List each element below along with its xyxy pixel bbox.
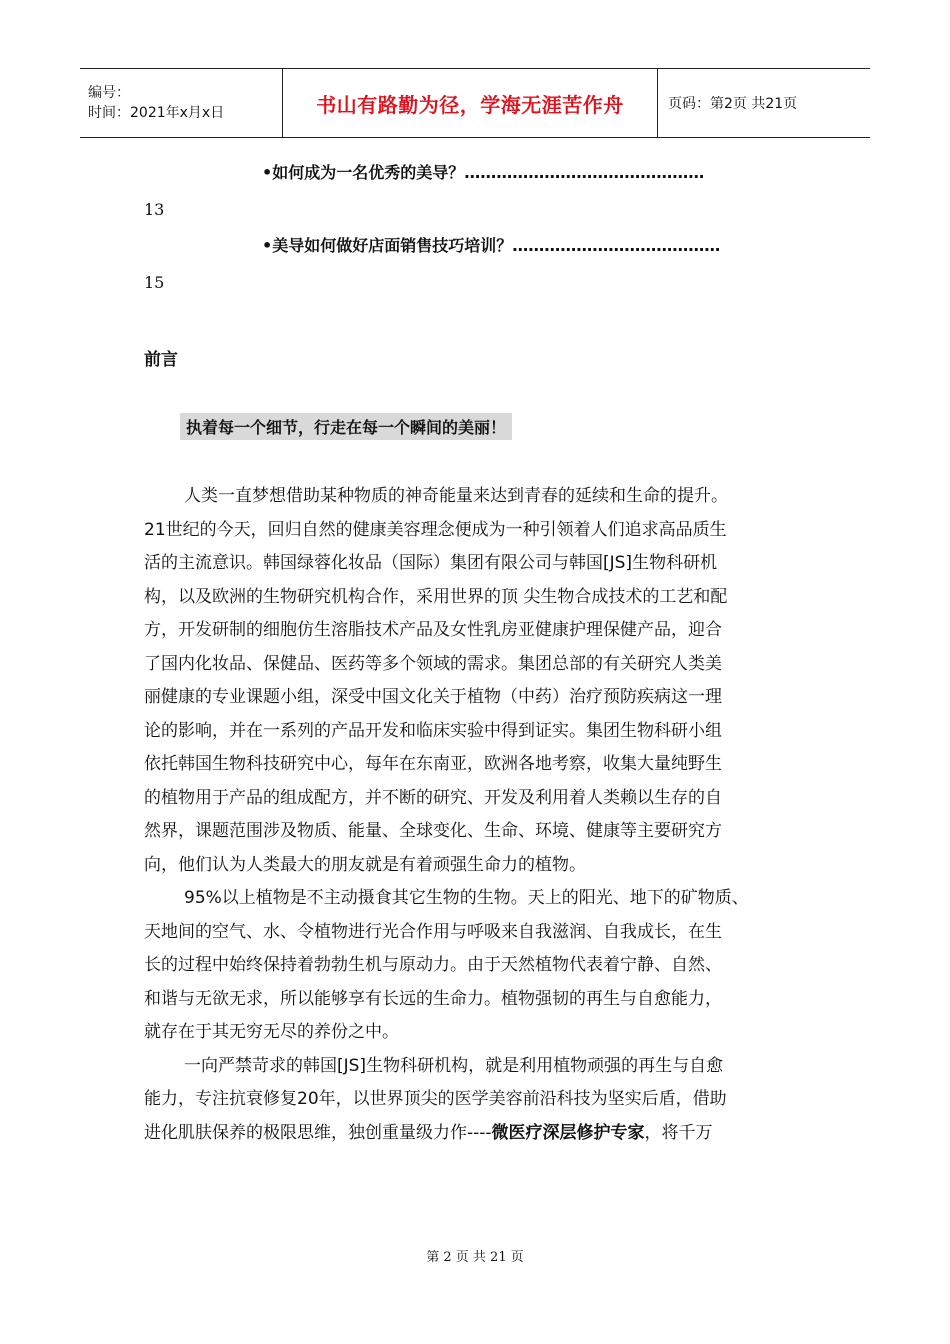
preface-heading: 前言: [144, 350, 178, 370]
header-page-info: 页码：第2页 共21页: [668, 96, 798, 112]
header-meta: [80, 69, 282, 137]
body-text: [144, 480, 812, 1150]
paragraph-line: 和谐与无欲无求，所以能够享有长远的生命力。植物强韧的再生与自愈能力，: [144, 988, 722, 1009]
paragraph-line: 丽健康的专业课题小组，深受中国文化关于植物（中药）治疗预防疾病这一理: [144, 687, 722, 707]
product-name-highlight: 微医疗深层修护专家: [491, 1122, 645, 1143]
paragraph-line: [144, 1117, 812, 1151]
paragraph-3: [144, 1050, 812, 1151]
paragraph-line: 论的影响，并在一系列的产品开发和临床实验中得到证实。集团生物科研小组: [144, 720, 722, 741]
paragraph-text: 进化肌肤保养的极限思维，独创重量级力作----: [144, 1122, 492, 1143]
paragraph-line: 向，他们认为人类最大的朋友就是有着顽强生命力的植物。: [144, 854, 586, 875]
paragraph-line: 方，开发研制的细胞仿生溶脂技术产品及女性乳房亚健康护理保健产品，迎合: [144, 620, 722, 640]
paragraph-line: 依托韩国生物科技研究中心，每年在东南亚，欧洲各地考察，收集大量纯野生: [144, 754, 722, 774]
document-date: 时间：2021年x月x日: [88, 105, 225, 121]
paragraph-line: 就存在于其无穷无尽的养份之中。: [144, 1022, 399, 1042]
paragraph-2: [144, 882, 812, 1050]
paragraph-line: 的植物用于产品的组成配方，并不断的研究、开发及利用着人类赖以生存的自: [144, 787, 722, 808]
toc-entry-1-title: •如何成为一名优秀的美导？………………………………………: [262, 163, 705, 182]
page-footer: 第 2 页 共 21 页: [426, 1250, 524, 1265]
paragraph-line: 天地间的空气、水、令植物进行光合作用与呼吸来自我滋润、自我成长，在生: [144, 921, 722, 942]
paragraph-line: 了国内化妆品、保健品、医药等多个领域的需求。集团总部的有关研究人类美: [144, 653, 722, 674]
paragraph-1: [144, 480, 812, 882]
paragraph-text: ，将千万: [644, 1122, 713, 1143]
page-header: [80, 68, 870, 138]
paragraph-line: 构，以及欧洲的生物研究机构合作，采用世界的顶 尖生物合成技术的工艺和配: [144, 586, 728, 607]
toc-entry-2-page: 15: [144, 273, 165, 292]
paragraph-line: 活的主流意识。韩国绿蓉化妆品（国际）集团有限公司与韩国[JS]生物科研机: [144, 553, 718, 573]
paragraph-line: 长的过程中始终保持着勃勃生机与原动力。由于天然植物代表着宁静、自然、: [144, 955, 722, 975]
paragraph-line: 然界，课题范围涉及物质、能量、全球变化、生命、环境、健康等主要研究方: [144, 821, 722, 841]
paragraph-line: 能力，专注抗衰修复20年，以世界顶尖的医学美容前沿科技为坚实后盾，借助: [144, 1089, 727, 1109]
toc-entry-1-page: 13: [144, 200, 165, 219]
header-motto: 书山有路勤为径，学海无涯苦作舟: [282, 69, 658, 137]
toc-entry-2-title: •美导如何做好店面销售技巧培训？…………………………………: [262, 236, 721, 255]
paragraph-line: 人类一直梦想借助某种物质的神奇能量来达到青春的延续和生命的提升。: [184, 486, 728, 506]
slogan: 执着每一个细节，行走在每一个瞬间的美丽！: [180, 413, 512, 440]
paragraph-line: 一向严禁苛求的韩国[JS]生物科研机构，就是利用植物顽强的再生与自愈: [184, 1055, 724, 1076]
paragraph-line: 21世纪的今天，回归自然的健康美容理念便成为一种引领着人们追求高品质生: [144, 519, 727, 540]
paragraph-line: 95%以上植物是不主动摄食其它生物的生物。天上的阳光、地下的矿物质、: [184, 888, 749, 908]
document-number-label: 编号：: [88, 85, 130, 101]
